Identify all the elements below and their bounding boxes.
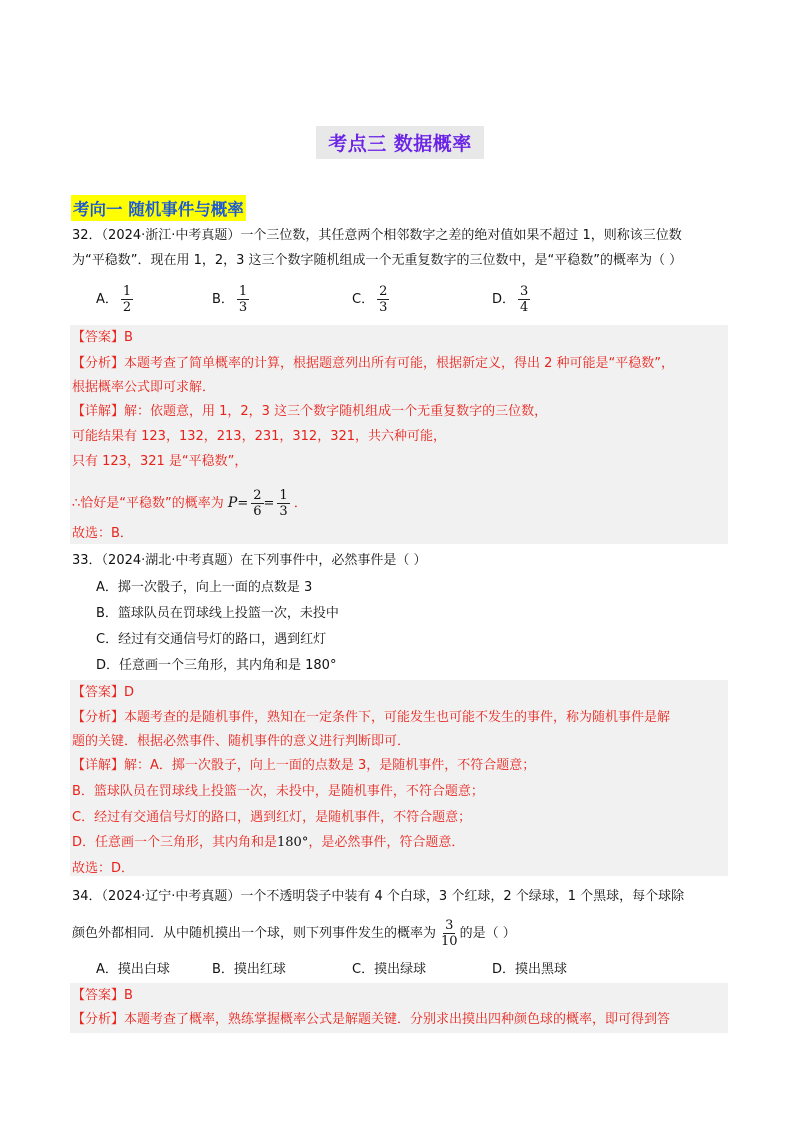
fraction: $\frac{2}{6}$: [253, 488, 262, 519]
q33-option-d: D．任意画一个三角形，其内角和是 180°: [96, 658, 337, 673]
q34-stem-line1: 34．（2024·辽宁·中考真题）一个不透明袋子中装有 4 个白球，3 个红球，2 个绿球，1 个黑球，每个球除: [72, 889, 685, 904]
q34-option-b: B．摸出红球: [212, 962, 286, 977]
q33-answer: 【答案】D: [72, 685, 135, 700]
q32-detail-line2: 可能结果有 123，132，213，231，312，321，共六种可能，: [72, 429, 447, 444]
q34-option-c: C．摸出绿球: [352, 962, 427, 977]
q33-analysis-line2: 题的关键．根据必然事件、随机事件的意义进行判断即可．: [72, 734, 411, 749]
title-container: [0, 126, 800, 159]
q32-option-c: C． $\frac{2}{3}$: [352, 284, 388, 315]
q32-detail-line4: ∴恰好是“平稳数”的概率为 P= $\frac{2}{6}$ = $\frac{1}{3}$ ．: [72, 488, 307, 519]
fraction: $\frac{2}{3}$: [379, 284, 388, 315]
q34-analysis-line1: 【分析】本题考查了概率，熟练掌握概率公式是解题关键．分别求出摸出四种颜色球的概率，即可得到答: [72, 1012, 671, 1027]
q32-analysis-line1: 【分析】本题考查了简单概率的计算，根据题意列出所有可能，根据新定义，得出 2 种可能是“平稳数”，: [72, 356, 675, 371]
q34-option-d: D．摸出黑球: [492, 962, 568, 977]
q33-detail-line4: D．任意画一个三角形，其内角和是180°，是必然事件，符合题意．: [72, 835, 465, 850]
fraction: $\frac{1}{3}$: [279, 488, 288, 519]
section-heading: 考向一 随机事件与概率: [71, 195, 246, 221]
q32-option-a: A． $\frac{1}{2}$: [96, 284, 132, 315]
q33-analysis-line1: 【分析】本题考查的是随机事件，熟知在一定条件下，可能发生也可能不发生的事件，称为随机事件是解: [72, 710, 671, 725]
q32-detail-line1: 【详解】解：依题意，用 1，2，3 这三个数字随机组成一个无重复数字的三位数，: [72, 404, 548, 419]
q33-choose: 故选：D．: [72, 861, 135, 876]
q32-analysis-line2: 根据概率公式即可求解．: [72, 380, 216, 395]
q33-detail-line2: B．篮球队员在罚球线上投篮一次，未投中，是随机事件，不符合题意；: [72, 784, 484, 799]
q32-option-d: D． $\frac{3}{4}$: [492, 284, 529, 315]
fraction: $\frac{3}{10}$: [441, 918, 458, 949]
q33-detail-line1: 【详解】解：A．掷一次骰子，向上一面的点数是 3，是随机事件，不符合题意；: [72, 758, 536, 773]
q32-choose: 故选：B．: [72, 526, 133, 541]
q33-stem: 33．（2024·湖北·中考真题）在下列事件中，必然事件是（ ）: [72, 553, 427, 568]
q33-detail-line3: C．经过有交通信号灯的路口，遇到红灯，是随机事件，不符合题意；: [72, 810, 472, 825]
q33-option-c: C．经过有交通信号灯的路口，遇到红灯: [96, 632, 327, 647]
page-title: 考点三 数据概率: [316, 126, 484, 159]
q32-stem-line2: 为“平稳数”．现在用 1，2，3 这三个数字随机组成一个无重复数字的三位数中，是“平稳数”的概率为（ ）: [72, 253, 683, 268]
fraction: $\frac{1}{3}$: [238, 284, 248, 315]
fraction: $\frac{1}{2}$: [122, 284, 132, 315]
q32-detail-line3: 只有 123，321 是“平稳数”，: [72, 454, 248, 469]
q33-option-b: B．篮球队员在罚球线上投篮一次，未投中: [96, 606, 339, 621]
q32-option-b: B． $\frac{1}{3}$: [212, 284, 248, 315]
q34-answer: 【答案】B: [72, 988, 133, 1003]
q33-option-a: A．掷一次骰子，向上一面的点数是 3: [96, 580, 313, 595]
q34-option-a: A．摸出白球: [96, 962, 170, 977]
q32-answer: 【答案】B: [72, 330, 133, 345]
fraction: $\frac{3}{4}$: [520, 284, 529, 315]
q32-stem-line1: 32．（2024·浙江·中考真题）一个三位数，其任意两个相邻数字之差的绝对值如果不超过 1，则称该三位数: [72, 228, 682, 243]
q34-stem-line2: 颜色外都相同．从中随机摸出一个球，则下列事件发生的概率为 $\frac{3}{10}$ 的是（ ）: [72, 918, 516, 949]
